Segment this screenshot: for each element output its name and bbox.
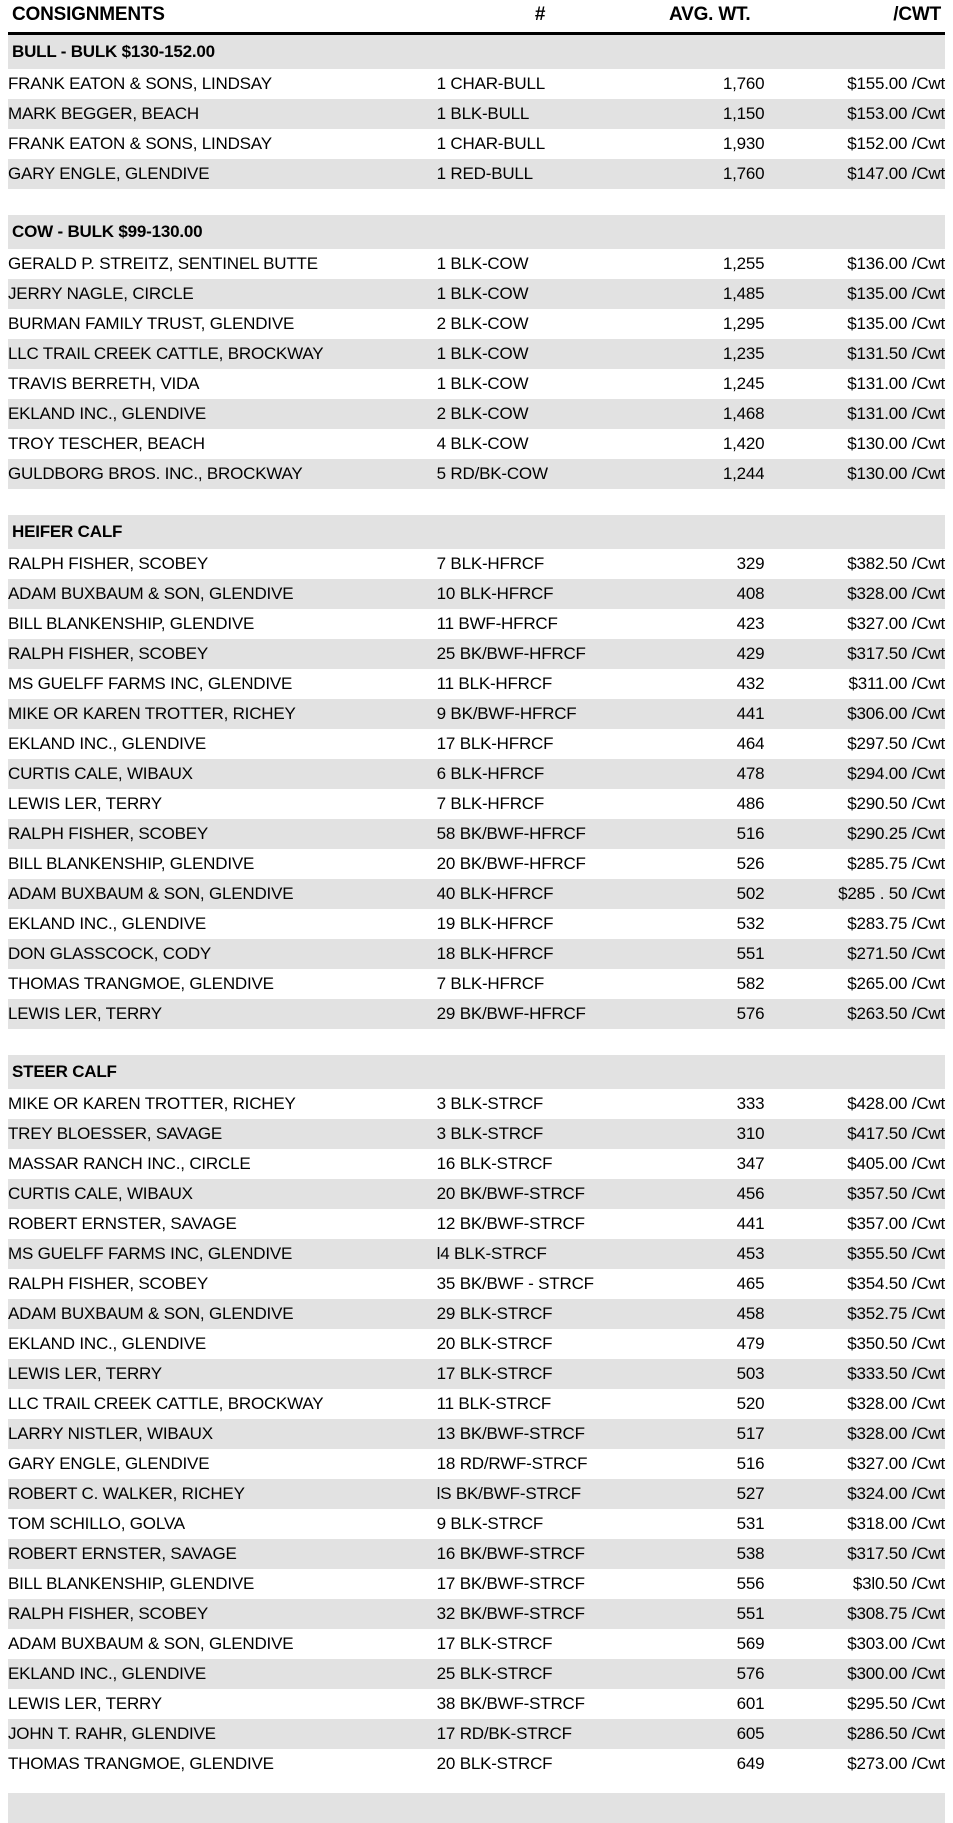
consignor-name: EKLAND INC., GLENDIVE [8, 909, 437, 939]
section-title: STEER CALF [8, 1055, 945, 1089]
table-row [8, 999, 945, 1029]
average-weight: 556 [643, 1569, 764, 1599]
table-row [8, 909, 945, 939]
consignor-name: ROBERT C. WALKER, RICHEY [8, 1479, 437, 1509]
average-weight: 347 [643, 1149, 764, 1179]
average-weight: 333 [643, 1089, 764, 1119]
consignor-name: TREY BLOESSER, SAVAGE [8, 1119, 437, 1149]
consignor-name: LLC TRAIL CREEK CATTLE, BROCKWAY [8, 339, 437, 369]
head-description: 2 BLK-COW [437, 309, 644, 339]
table-row [8, 159, 945, 189]
head-description: 1 BLK-COW [437, 279, 644, 309]
consignor-name: MASSAR RANCH INC., CIRCLE [8, 1149, 437, 1179]
head-description: 29 BLK-STRCF [437, 1299, 644, 1329]
head-description: 7 BLK-HFRCF [437, 789, 644, 819]
price-per-cwt: $303.00 /Cwt [764, 1629, 945, 1659]
head-description: 20 BK/BWF-STRCF [437, 1179, 644, 1209]
head-description: 1 BLK-COW [437, 249, 644, 279]
head-description: 25 BLK-STRCF [437, 1659, 644, 1689]
head-description: 1 BLK-COW [437, 369, 644, 399]
average-weight: 1,245 [643, 369, 764, 399]
consignor-name: THOMAS TRANGMOE, GLENDIVE [8, 969, 437, 999]
head-description: 1 BLK-COW [437, 339, 644, 369]
average-weight: 310 [643, 1119, 764, 1149]
consignor-name: EKLAND INC., GLENDIVE [8, 1329, 437, 1359]
average-weight: 502 [643, 879, 764, 909]
price-per-cwt: $285 . 50 /Cwt [764, 879, 945, 909]
head-description: 25 BK/BWF-HFRCF [437, 639, 644, 669]
head-description: 32 BK/BWF-STRCF [437, 1599, 644, 1629]
head-description: 38 BK/BWF-STRCF [437, 1689, 644, 1719]
consignor-name: GARY ENGLE, GLENDIVE [8, 159, 437, 189]
average-weight: 1,930 [643, 129, 764, 159]
head-description: 20 BLK-STRCF [437, 1329, 644, 1359]
price-per-cwt: $308.75 /Cwt [764, 1599, 945, 1629]
table-row [8, 1479, 945, 1509]
head-description: 2 BLK-COW [437, 399, 644, 429]
average-weight: 1,760 [643, 159, 764, 189]
head-description: 58 BK/BWF-HFRCF [437, 819, 644, 849]
section-spacer [8, 1029, 945, 1055]
average-weight: 1,485 [643, 279, 764, 309]
consignor-name: EKLAND INC., GLENDIVE [8, 729, 437, 759]
head-description: 7 BLK-HFRCF [437, 969, 644, 999]
price-per-cwt: $136.00 /Cwt [764, 249, 945, 279]
table-row [8, 459, 945, 489]
consignor-name: ADAM BUXBAUM & SON, GLENDIVE [8, 579, 437, 609]
average-weight: 520 [643, 1389, 764, 1419]
price-per-cwt: $317.50 /Cwt [764, 639, 945, 669]
head-description: 1 BLK-BULL [437, 99, 644, 129]
consignor-name: CURTIS CALE, WIBAUX [8, 1179, 437, 1209]
price-per-cwt: $417.50 /Cwt [764, 1119, 945, 1149]
table-row [8, 1449, 945, 1479]
table-row [8, 129, 945, 159]
consignor-name: RALPH FISHER, SCOBEY [8, 1269, 437, 1299]
head-description: 11 BLK-HFRCF [437, 669, 644, 699]
price-per-cwt: $318.00 /Cwt [764, 1509, 945, 1539]
section-title-row [8, 1055, 945, 1089]
price-per-cwt: $328.00 /Cwt [764, 1419, 945, 1449]
price-per-cwt: $130.00 /Cwt [764, 459, 945, 489]
table-row [8, 1269, 945, 1299]
table-row [8, 1089, 945, 1119]
head-description: 12 BK/BWF-STRCF [437, 1209, 644, 1239]
average-weight: 582 [643, 969, 764, 999]
consignor-name: TROY TESCHER, BEACH [8, 429, 437, 459]
consignor-name: EKLAND INC., GLENDIVE [8, 1659, 437, 1689]
head-description: 3 BLK-STRCF [437, 1089, 644, 1119]
table-row [8, 1119, 945, 1149]
head-description: 16 BLK-STRCF [437, 1149, 644, 1179]
table-row [8, 369, 945, 399]
consignor-name: ADAM BUXBAUM & SON, GLENDIVE [8, 879, 437, 909]
head-description: 29 BK/BWF-HFRCF [437, 999, 644, 1029]
average-weight: 551 [643, 1599, 764, 1629]
head-description: 1 RED-BULL [437, 159, 644, 189]
consignor-name: GULDBORG BROS. INC., BROCKWAY [8, 459, 437, 489]
average-weight: 465 [643, 1269, 764, 1299]
section-title: BULL - BULK $130-152.00 [8, 34, 945, 70]
consignor-name: LEWIS LER, TERRY [8, 999, 437, 1029]
column-header-avg-wt: AVG. WT. [643, 0, 764, 34]
bottom-band [8, 1793, 945, 1823]
head-description: 3 BLK-STRCF [437, 1119, 644, 1149]
consignor-name: ADAM BUXBAUM & SON, GLENDIVE [8, 1629, 437, 1659]
head-description: 17 RD/BK-STRCF [437, 1719, 644, 1749]
table-row [8, 69, 945, 99]
head-description: 13 BK/BWF-STRCF [437, 1419, 644, 1449]
price-per-cwt: $300.00 /Cwt [764, 1659, 945, 1689]
consignor-name: TOM SCHILLO, GOLVA [8, 1509, 437, 1539]
price-per-cwt: $357.00 /Cwt [764, 1209, 945, 1239]
table-row [8, 789, 945, 819]
average-weight: 441 [643, 1209, 764, 1239]
table-row [8, 309, 945, 339]
bottom-whitespace [0, 1779, 953, 1793]
price-per-cwt: $263.50 /Cwt [764, 999, 945, 1029]
table-row [8, 249, 945, 279]
table-row [8, 1239, 945, 1269]
head-description: 40 BLK-HFRCF [437, 879, 644, 909]
price-per-cwt: $311.00 /Cwt [764, 669, 945, 699]
average-weight: 516 [643, 1449, 764, 1479]
section-title-row [8, 515, 945, 549]
average-weight: 441 [643, 699, 764, 729]
table-body [8, 34, 945, 1780]
head-description: 17 BK/BWF-STRCF [437, 1569, 644, 1599]
consignor-name: LEWIS LER, TERRY [8, 789, 437, 819]
table-row [8, 1509, 945, 1539]
average-weight: 527 [643, 1479, 764, 1509]
price-per-cwt: $324.00 /Cwt [764, 1479, 945, 1509]
price-per-cwt: $355.50 /Cwt [764, 1239, 945, 1269]
head-description: 17 BLK-STRCF [437, 1629, 644, 1659]
average-weight: 576 [643, 999, 764, 1029]
section-title-row [8, 215, 945, 249]
average-weight: 1,420 [643, 429, 764, 459]
table-row [8, 1629, 945, 1659]
head-description: 7 BLK-HFRCF [437, 549, 644, 579]
head-description: 6 BLK-HFRCF [437, 759, 644, 789]
price-per-cwt: $290.50 /Cwt [764, 789, 945, 819]
consignor-name: MIKE OR KAREN TROTTER, RICHEY [8, 1089, 437, 1119]
table-row [8, 1599, 945, 1629]
price-per-cwt: $3l0.50 /Cwt [764, 1569, 945, 1599]
consignor-name: RALPH FISHER, SCOBEY [8, 639, 437, 669]
table-row [8, 429, 945, 459]
consignor-name: LARRY NISTLER, WIBAUX [8, 1419, 437, 1449]
table-row [8, 1299, 945, 1329]
table-row [8, 1209, 945, 1239]
average-weight: 329 [643, 549, 764, 579]
price-per-cwt: $130.00 /Cwt [764, 429, 945, 459]
consignor-name: RALPH FISHER, SCOBEY [8, 819, 437, 849]
table-row [8, 849, 945, 879]
average-weight: 1,235 [643, 339, 764, 369]
average-weight: 1,255 [643, 249, 764, 279]
table-row [8, 579, 945, 609]
consignor-name: EKLAND INC., GLENDIVE [8, 399, 437, 429]
consignor-name: JERRY NAGLE, CIRCLE [8, 279, 437, 309]
head-description: 5 RD/BK-COW [437, 459, 644, 489]
consignor-name: ROBERT ERNSTER, SAVAGE [8, 1209, 437, 1239]
head-description: lS BK/BWF-STRCF [437, 1479, 644, 1509]
price-per-cwt: $271.50 /Cwt [764, 939, 945, 969]
average-weight: 408 [643, 579, 764, 609]
head-description: 11 BWF-HFRCF [437, 609, 644, 639]
price-per-cwt: $131.00 /Cwt [764, 369, 945, 399]
consignor-name: RALPH FISHER, SCOBEY [8, 1599, 437, 1629]
price-per-cwt: $382.50 /Cwt [764, 549, 945, 579]
price-per-cwt: $285.75 /Cwt [764, 849, 945, 879]
consignor-name: MS GUELFF FARMS INC, GLENDIVE [8, 669, 437, 699]
price-per-cwt: $297.50 /Cwt [764, 729, 945, 759]
head-description: 1 CHAR-BULL [437, 129, 644, 159]
section-title: COW - BULK $99-130.00 [8, 215, 945, 249]
section-title-row [8, 34, 945, 70]
price-per-cwt: $317.50 /Cwt [764, 1539, 945, 1569]
consignments-table [8, 0, 945, 1779]
consignor-name: FRANK EATON & SONS, LINDSAY [8, 129, 437, 159]
consignor-name: LEWIS LER, TERRY [8, 1689, 437, 1719]
consignor-name: FRANK EATON & SONS, LINDSAY [8, 69, 437, 99]
consignor-name: BURMAN FAMILY TRUST, GLENDIVE [8, 309, 437, 339]
table-row [8, 1659, 945, 1689]
price-per-cwt: $354.50 /Cwt [764, 1269, 945, 1299]
head-description: 35 BK/BWF - STRCF [437, 1269, 644, 1299]
price-per-cwt: $283.75 /Cwt [764, 909, 945, 939]
price-per-cwt: $352.75 /Cwt [764, 1299, 945, 1329]
head-description: 20 BK/BWF-HFRCF [437, 849, 644, 879]
section-spacer-cell [8, 189, 945, 215]
table-row [8, 1569, 945, 1599]
head-description: 1 CHAR-BULL [437, 69, 644, 99]
column-header-consignments: CONSIGNMENTS [8, 0, 437, 34]
head-description: 9 BK/BWF-HFRCF [437, 699, 644, 729]
consignor-name: LLC TRAIL CREEK CATTLE, BROCKWAY [8, 1389, 437, 1419]
average-weight: 1,244 [643, 459, 764, 489]
consignor-name: ADAM BUXBAUM & SON, GLENDIVE [8, 1299, 437, 1329]
consignor-name: BILL BLANKENSHIP, GLENDIVE [8, 1569, 437, 1599]
table-row [8, 669, 945, 699]
table-header [8, 0, 945, 34]
column-header-count: # [437, 0, 644, 34]
average-weight: 649 [643, 1749, 764, 1779]
average-weight: 479 [643, 1329, 764, 1359]
table-row [8, 549, 945, 579]
price-per-cwt: $328.00 /Cwt [764, 579, 945, 609]
head-description: 4 BLK-COW [437, 429, 644, 459]
consignor-name: MARK BEGGER, BEACH [8, 99, 437, 129]
section-spacer-cell [8, 1029, 945, 1055]
head-description: 18 RD/RWF-STRCF [437, 1449, 644, 1479]
average-weight: 538 [643, 1539, 764, 1569]
consignor-name: BILL BLANKENSHIP, GLENDIVE [8, 849, 437, 879]
price-per-cwt: $135.00 /Cwt [764, 309, 945, 339]
price-per-cwt: $327.00 /Cwt [764, 1449, 945, 1479]
average-weight: 1,295 [643, 309, 764, 339]
price-per-cwt: $153.00 /Cwt [764, 99, 945, 129]
average-weight: 1,150 [643, 99, 764, 129]
head-description: 11 BLK-STRCF [437, 1389, 644, 1419]
average-weight: 486 [643, 789, 764, 819]
head-description: 18 BLK-HFRCF [437, 939, 644, 969]
price-per-cwt: $357.50 /Cwt [764, 1179, 945, 1209]
table-row [8, 339, 945, 369]
price-per-cwt: $295.50 /Cwt [764, 1689, 945, 1719]
table-row [8, 639, 945, 669]
average-weight: 576 [643, 1659, 764, 1689]
average-weight: 1,468 [643, 399, 764, 429]
average-weight: 605 [643, 1719, 764, 1749]
head-description: 10 BLK-HFRCF [437, 579, 644, 609]
table-row [8, 1389, 945, 1419]
price-per-cwt: $131.50 /Cwt [764, 339, 945, 369]
consignor-name: ROBERT ERNSTER, SAVAGE [8, 1539, 437, 1569]
price-per-cwt: $265.00 /Cwt [764, 969, 945, 999]
consignor-name: MIKE OR KAREN TROTTER, RICHEY [8, 699, 437, 729]
average-weight: 601 [643, 1689, 764, 1719]
header-row [8, 0, 945, 34]
consignor-name: CURTIS CALE, WIBAUX [8, 759, 437, 789]
consignor-name: DON GLASSCOCK, CODY [8, 939, 437, 969]
consignor-name: LEWIS LER, TERRY [8, 1359, 437, 1389]
head-description: 19 BLK-HFRCF [437, 909, 644, 939]
price-per-cwt: $135.00 /Cwt [764, 279, 945, 309]
table-row [8, 1539, 945, 1569]
average-weight: 432 [643, 669, 764, 699]
table-row [8, 1359, 945, 1389]
average-weight: 517 [643, 1419, 764, 1449]
head-description: 17 BLK-STRCF [437, 1359, 644, 1389]
consignor-name: TRAVIS BERRETH, VIDA [8, 369, 437, 399]
price-per-cwt: $131.00 /Cwt [764, 399, 945, 429]
average-weight: 1,760 [643, 69, 764, 99]
average-weight: 516 [643, 819, 764, 849]
average-weight: 458 [643, 1299, 764, 1329]
table-row [8, 399, 945, 429]
price-per-cwt: $147.00 /Cwt [764, 159, 945, 189]
average-weight: 456 [643, 1179, 764, 1209]
consignor-name: GARY ENGLE, GLENDIVE [8, 1449, 437, 1479]
table-row [8, 1419, 945, 1449]
table-row [8, 969, 945, 999]
price-per-cwt: $306.00 /Cwt [764, 699, 945, 729]
head-description: 9 BLK-STRCF [437, 1509, 644, 1539]
price-per-cwt: $273.00 /Cwt [764, 1749, 945, 1779]
column-header-cwt: /CWT [764, 0, 945, 34]
average-weight: 453 [643, 1239, 764, 1269]
table-row [8, 759, 945, 789]
table-row [8, 1149, 945, 1179]
price-per-cwt: $327.00 /Cwt [764, 609, 945, 639]
price-per-cwt: $333.50 /Cwt [764, 1359, 945, 1389]
table-row [8, 609, 945, 639]
average-weight: 531 [643, 1509, 764, 1539]
price-per-cwt: $290.25 /Cwt [764, 819, 945, 849]
consignor-name: THOMAS TRANGMOE, GLENDIVE [8, 1749, 437, 1779]
average-weight: 551 [643, 939, 764, 969]
price-per-cwt: $294.00 /Cwt [764, 759, 945, 789]
average-weight: 569 [643, 1629, 764, 1659]
consignor-name: RALPH FISHER, SCOBEY [8, 549, 437, 579]
table-row [8, 1719, 945, 1749]
consignor-name: JOHN T. RAHR, GLENDIVE [8, 1719, 437, 1749]
average-weight: 423 [643, 609, 764, 639]
head-description: 16 BK/BWF-STRCF [437, 1539, 644, 1569]
average-weight: 503 [643, 1359, 764, 1389]
head-description: 17 BLK-HFRCF [437, 729, 644, 759]
table-row [8, 1689, 945, 1719]
price-per-cwt: $152.00 /Cwt [764, 129, 945, 159]
table-row [8, 1749, 945, 1779]
section-spacer [8, 489, 945, 515]
table-row [8, 699, 945, 729]
average-weight: 478 [643, 759, 764, 789]
average-weight: 526 [643, 849, 764, 879]
price-per-cwt: $350.50 /Cwt [764, 1329, 945, 1359]
table-row [8, 939, 945, 969]
price-per-cwt: $155.00 /Cwt [764, 69, 945, 99]
table-row [8, 279, 945, 309]
average-weight: 464 [643, 729, 764, 759]
table-row [8, 1179, 945, 1209]
consignor-name: GERALD P. STREITZ, SENTINEL BUTTE [8, 249, 437, 279]
price-per-cwt: $405.00 /Cwt [764, 1149, 945, 1179]
average-weight: 429 [643, 639, 764, 669]
section-spacer-cell [8, 489, 945, 515]
consignor-name: MS GUELFF FARMS INC, GLENDIVE [8, 1239, 437, 1269]
price-per-cwt: $328.00 /Cwt [764, 1389, 945, 1419]
price-per-cwt: $286.50 /Cwt [764, 1719, 945, 1749]
consignor-name: BILL BLANKENSHIP, GLENDIVE [8, 609, 437, 639]
table-row [8, 729, 945, 759]
head-description: 20 BLK-STRCF [437, 1749, 644, 1779]
section-spacer [8, 189, 945, 215]
table-row [8, 819, 945, 849]
average-weight: 532 [643, 909, 764, 939]
section-title: HEIFER CALF [8, 515, 945, 549]
price-per-cwt: $428.00 /Cwt [764, 1089, 945, 1119]
head-description: l4 BLK-STRCF [437, 1239, 644, 1269]
table-row [8, 99, 945, 129]
table-row [8, 1329, 945, 1359]
table-row [8, 879, 945, 909]
